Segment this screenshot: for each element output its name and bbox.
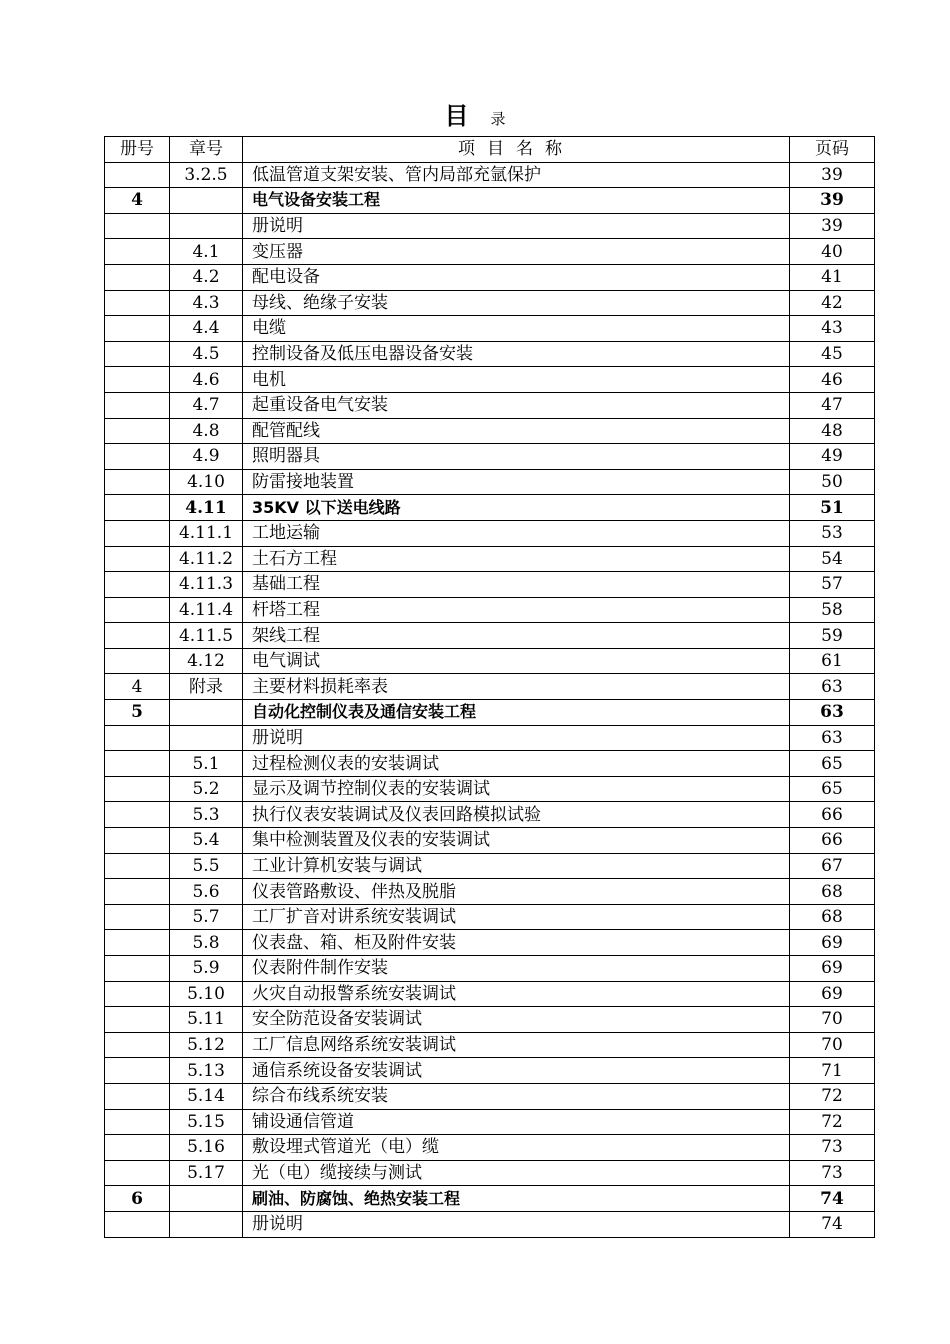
toc-chapter-cell: 3.2.5 xyxy=(170,162,243,188)
toc-name-cell: 防雷接地装置 xyxy=(243,469,790,495)
toc-name-cell: 铺设通信管道 xyxy=(243,1109,790,1135)
toc-volume-cell xyxy=(105,367,170,393)
toc-page-cell: 71 xyxy=(790,1058,875,1084)
header-page: 页码 xyxy=(790,137,875,163)
toc-page-cell: 49 xyxy=(790,444,875,470)
toc-name-cell: 低温管道支架安装、管内局部充氩保护 xyxy=(243,162,790,188)
toc-page-cell: 69 xyxy=(790,956,875,982)
toc-page-cell: 51 xyxy=(790,495,875,521)
toc-volume-cell xyxy=(105,444,170,470)
toc-chapter-cell: 5.8 xyxy=(170,930,243,956)
toc-volume-cell xyxy=(105,1135,170,1161)
toc-row xyxy=(105,674,875,700)
toc-name-cell: 电机 xyxy=(243,367,790,393)
toc-volume-cell xyxy=(105,264,170,290)
toc-page-cell: 40 xyxy=(790,239,875,265)
toc-page-cell: 66 xyxy=(790,828,875,854)
toc-chapter-cell: 4.11.5 xyxy=(170,623,243,649)
toc-name-cell: 工厂扩音对讲系统安装调试 xyxy=(243,904,790,930)
toc-chapter-cell: 4.7 xyxy=(170,392,243,418)
toc-name-cell: 照明器具 xyxy=(243,444,790,470)
title-main: 目 xyxy=(444,102,469,130)
toc-name-cell: 土石方工程 xyxy=(243,546,790,572)
toc-chapter-cell: 5.16 xyxy=(170,1135,243,1161)
toc-volume-cell xyxy=(105,981,170,1007)
toc-row xyxy=(105,444,875,470)
toc-page-cell: 70 xyxy=(790,1007,875,1033)
toc-row xyxy=(105,264,875,290)
toc-name-cell: 主要材料损耗率表 xyxy=(243,674,790,700)
toc-chapter-cell xyxy=(170,188,243,214)
toc-row xyxy=(105,392,875,418)
toc-row xyxy=(105,213,875,239)
toc-name-cell: 册说明 xyxy=(243,1211,790,1237)
toc-page-cell: 61 xyxy=(790,648,875,674)
header-chapter: 章号 xyxy=(170,137,243,163)
toc-volume-cell xyxy=(105,162,170,188)
toc-name-cell: 仪表管路敷设、伴热及脱脂 xyxy=(243,879,790,905)
toc-name-cell: 电气设备安装工程 xyxy=(243,188,790,214)
toc-page-cell: 72 xyxy=(790,1109,875,1135)
toc-page-cell: 48 xyxy=(790,418,875,444)
toc-page-cell: 63 xyxy=(790,674,875,700)
toc-page-cell: 68 xyxy=(790,904,875,930)
toc-row xyxy=(105,751,875,777)
toc-chapter-cell: 5.6 xyxy=(170,879,243,905)
toc-page-cell: 45 xyxy=(790,341,875,367)
toc-name-cell: 电缆 xyxy=(243,316,790,342)
toc-name-cell: 光（电）缆接续与测试 xyxy=(243,1160,790,1186)
toc-chapter-cell xyxy=(170,1211,243,1237)
toc-chapter-cell: 5.4 xyxy=(170,828,243,854)
toc-page-cell: 39 xyxy=(790,213,875,239)
toc-volume-cell xyxy=(105,341,170,367)
toc-page-cell: 73 xyxy=(790,1135,875,1161)
toc-page-cell: 65 xyxy=(790,776,875,802)
toc-volume-cell xyxy=(105,520,170,546)
toc-page-cell: 58 xyxy=(790,597,875,623)
toc-page-cell: 69 xyxy=(790,981,875,1007)
toc-chapter-cell: 4.10 xyxy=(170,469,243,495)
toc-row xyxy=(105,1058,875,1084)
toc-page-cell: 42 xyxy=(790,290,875,316)
toc-table xyxy=(104,136,875,1238)
toc-row xyxy=(105,1160,875,1186)
toc-page-cell: 43 xyxy=(790,316,875,342)
toc-page-cell: 74 xyxy=(790,1186,875,1212)
toc-row xyxy=(105,1186,875,1212)
toc-name-cell: 敷设埋式管道光（电）缆 xyxy=(243,1135,790,1161)
toc-name-cell: 配管配线 xyxy=(243,418,790,444)
toc-row xyxy=(105,572,875,598)
toc-page-cell: 72 xyxy=(790,1083,875,1109)
toc-page-cell: 50 xyxy=(790,469,875,495)
toc-volume-cell xyxy=(105,392,170,418)
toc-row xyxy=(105,495,875,521)
toc-chapter-cell: 4.11.4 xyxy=(170,597,243,623)
toc-chapter-cell: 5.1 xyxy=(170,751,243,777)
toc-chapter-cell: 5.2 xyxy=(170,776,243,802)
toc-row xyxy=(105,725,875,751)
toc-chapter-cell: 4.12 xyxy=(170,648,243,674)
toc-chapter-cell: 4.6 xyxy=(170,367,243,393)
toc-name-cell: 工业计算机安装与调试 xyxy=(243,853,790,879)
toc-row xyxy=(105,546,875,572)
toc-page-cell: 70 xyxy=(790,1032,875,1058)
toc-row xyxy=(105,623,875,649)
toc-chapter-cell: 4.11.1 xyxy=(170,520,243,546)
toc-volume-cell xyxy=(105,597,170,623)
toc-page-cell: 39 xyxy=(790,162,875,188)
toc-chapter-cell: 4.9 xyxy=(170,444,243,470)
toc-row xyxy=(105,341,875,367)
toc-volume-cell xyxy=(105,802,170,828)
toc-name-cell: 安全防范设备安装调试 xyxy=(243,1007,790,1033)
toc-row xyxy=(105,162,875,188)
toc-volume-cell xyxy=(105,572,170,598)
toc-chapter-cell: 5.3 xyxy=(170,802,243,828)
toc-name-cell: 架线工程 xyxy=(243,623,790,649)
toc-volume-cell xyxy=(105,725,170,751)
toc-name-cell: 变压器 xyxy=(243,239,790,265)
toc-row xyxy=(105,930,875,956)
toc-volume-cell xyxy=(105,1083,170,1109)
toc-chapter-cell: 5.11 xyxy=(170,1007,243,1033)
toc-volume-cell xyxy=(105,213,170,239)
toc-row xyxy=(105,418,875,444)
toc-volume-cell: 4 xyxy=(105,674,170,700)
page-title xyxy=(0,96,950,131)
toc-chapter-cell xyxy=(170,725,243,751)
toc-page-cell: 66 xyxy=(790,802,875,828)
toc-volume-cell xyxy=(105,776,170,802)
toc-row xyxy=(105,188,875,214)
toc-chapter-cell: 4.3 xyxy=(170,290,243,316)
toc-volume-cell xyxy=(105,290,170,316)
toc-row xyxy=(105,879,875,905)
toc-name-cell: 册说明 xyxy=(243,213,790,239)
toc-row xyxy=(105,648,875,674)
toc-volume-cell: 4 xyxy=(105,188,170,214)
toc-volume-cell xyxy=(105,546,170,572)
toc-page-cell: 67 xyxy=(790,853,875,879)
toc-name-cell: 配电设备 xyxy=(243,264,790,290)
toc-row xyxy=(105,367,875,393)
toc-chapter-cell: 4.11.2 xyxy=(170,546,243,572)
toc-row xyxy=(105,1211,875,1237)
toc-row xyxy=(105,1135,875,1161)
toc-body xyxy=(105,162,875,1237)
toc-name-cell: 基础工程 xyxy=(243,572,790,598)
toc-row xyxy=(105,239,875,265)
toc-page-cell: 59 xyxy=(790,623,875,649)
toc-name-cell: 母线、绝缘子安装 xyxy=(243,290,790,316)
toc-page-cell: 46 xyxy=(790,367,875,393)
toc-chapter-cell: 4.1 xyxy=(170,239,243,265)
toc-name-cell: 综合布线系统安装 xyxy=(243,1083,790,1109)
toc-row xyxy=(105,520,875,546)
toc-row xyxy=(105,981,875,1007)
toc-name-cell: 集中检测装置及仪表的安装调试 xyxy=(243,828,790,854)
toc-volume-cell xyxy=(105,828,170,854)
toc-volume-cell xyxy=(105,1160,170,1186)
toc-chapter-cell xyxy=(170,213,243,239)
toc-volume-cell xyxy=(105,239,170,265)
toc-chapter-cell: 4.11.3 xyxy=(170,572,243,598)
toc-chapter-cell: 附录 xyxy=(170,674,243,700)
toc-name-cell: 执行仪表安装调试及仪表回路模拟试验 xyxy=(243,802,790,828)
toc-chapter-cell: 4.4 xyxy=(170,316,243,342)
toc-name-cell: 通信系统设备安装调试 xyxy=(243,1058,790,1084)
toc-volume-cell xyxy=(105,418,170,444)
toc-row xyxy=(105,802,875,828)
toc-page-cell: 41 xyxy=(790,264,875,290)
toc-volume-cell xyxy=(105,751,170,777)
toc-row xyxy=(105,1007,875,1033)
toc-volume-cell: 5 xyxy=(105,700,170,726)
toc-page-cell: 63 xyxy=(790,700,875,726)
toc-name-cell: 显示及调节控制仪表的安装调试 xyxy=(243,776,790,802)
toc-row xyxy=(105,700,875,726)
toc-row xyxy=(105,469,875,495)
toc-name-cell: 过程检测仪表的安装调试 xyxy=(243,751,790,777)
toc-name-cell: 火灾自动报警系统安装调试 xyxy=(243,981,790,1007)
toc-row xyxy=(105,853,875,879)
title-sub: 录 xyxy=(490,110,506,128)
header-name: 项目名称 xyxy=(243,137,790,163)
header-volume: 册号 xyxy=(105,137,170,163)
toc-name-cell: 工厂信息网络系统安装调试 xyxy=(243,1032,790,1058)
toc-volume-cell xyxy=(105,648,170,674)
toc-volume-cell xyxy=(105,469,170,495)
toc-row xyxy=(105,828,875,854)
toc-row xyxy=(105,956,875,982)
toc-page-cell: 74 xyxy=(790,1211,875,1237)
toc-page-cell: 65 xyxy=(790,751,875,777)
toc-chapter-cell: 5.14 xyxy=(170,1083,243,1109)
toc-page-cell: 68 xyxy=(790,879,875,905)
toc-chapter-cell: 5.7 xyxy=(170,904,243,930)
toc-name-cell: 工地运输 xyxy=(243,520,790,546)
toc-chapter-cell: 5.10 xyxy=(170,981,243,1007)
toc-chapter-cell: 5.17 xyxy=(170,1160,243,1186)
toc-row xyxy=(105,1109,875,1135)
toc-volume-cell xyxy=(105,853,170,879)
toc-row xyxy=(105,290,875,316)
toc-volume-cell xyxy=(105,1007,170,1033)
toc-chapter-cell: 4.11 xyxy=(170,495,243,521)
toc-name-cell: 册说明 xyxy=(243,725,790,751)
toc-row xyxy=(105,597,875,623)
toc-chapter-cell xyxy=(170,700,243,726)
toc-chapter-cell: 4.8 xyxy=(170,418,243,444)
toc-volume-cell xyxy=(105,316,170,342)
toc-chapter-cell: 5.5 xyxy=(170,853,243,879)
toc-name-cell: 仪表附件制作安装 xyxy=(243,956,790,982)
toc-volume-cell xyxy=(105,904,170,930)
toc-name-cell: 电气调试 xyxy=(243,648,790,674)
toc-name-cell: 控制设备及低压电器设备安装 xyxy=(243,341,790,367)
toc-chapter-cell: 4.2 xyxy=(170,264,243,290)
toc-name-cell: 起重设备电气安装 xyxy=(243,392,790,418)
toc-volume-cell xyxy=(105,1211,170,1237)
toc-volume-cell xyxy=(105,623,170,649)
toc-row xyxy=(105,904,875,930)
toc-chapter-cell: 5.12 xyxy=(170,1032,243,1058)
toc-row xyxy=(105,1032,875,1058)
toc-page-cell: 63 xyxy=(790,725,875,751)
toc-volume-cell xyxy=(105,1058,170,1084)
toc-page-cell: 53 xyxy=(790,520,875,546)
toc-volume-cell xyxy=(105,930,170,956)
toc-name-cell: 自动化控制仪表及通信安装工程 xyxy=(243,700,790,726)
toc-page-cell: 73 xyxy=(790,1160,875,1186)
toc-chapter-cell xyxy=(170,1186,243,1212)
toc-row xyxy=(105,1083,875,1109)
toc-chapter-cell: 4.5 xyxy=(170,341,243,367)
toc-row xyxy=(105,316,875,342)
toc-name-cell: 仪表盘、箱、柜及附件安装 xyxy=(243,930,790,956)
toc-name-cell: 35KV 以下送电线路 xyxy=(243,495,790,521)
toc-volume-cell xyxy=(105,956,170,982)
toc-page-cell: 39 xyxy=(790,188,875,214)
toc-chapter-cell: 5.13 xyxy=(170,1058,243,1084)
toc-header-row xyxy=(105,137,875,163)
toc-volume-cell xyxy=(105,1032,170,1058)
toc-volume-cell xyxy=(105,1109,170,1135)
toc-volume-cell xyxy=(105,495,170,521)
toc-chapter-cell: 5.15 xyxy=(170,1109,243,1135)
toc-chapter-cell: 5.9 xyxy=(170,956,243,982)
toc-volume-cell xyxy=(105,879,170,905)
toc-name-cell: 杆塔工程 xyxy=(243,597,790,623)
toc-page-cell: 47 xyxy=(790,392,875,418)
toc-page-cell: 57 xyxy=(790,572,875,598)
toc-volume-cell: 6 xyxy=(105,1186,170,1212)
toc-name-cell: 刷油、防腐蚀、绝热安装工程 xyxy=(243,1186,790,1212)
toc-page-cell: 69 xyxy=(790,930,875,956)
toc-page-cell: 54 xyxy=(790,546,875,572)
toc-row xyxy=(105,776,875,802)
